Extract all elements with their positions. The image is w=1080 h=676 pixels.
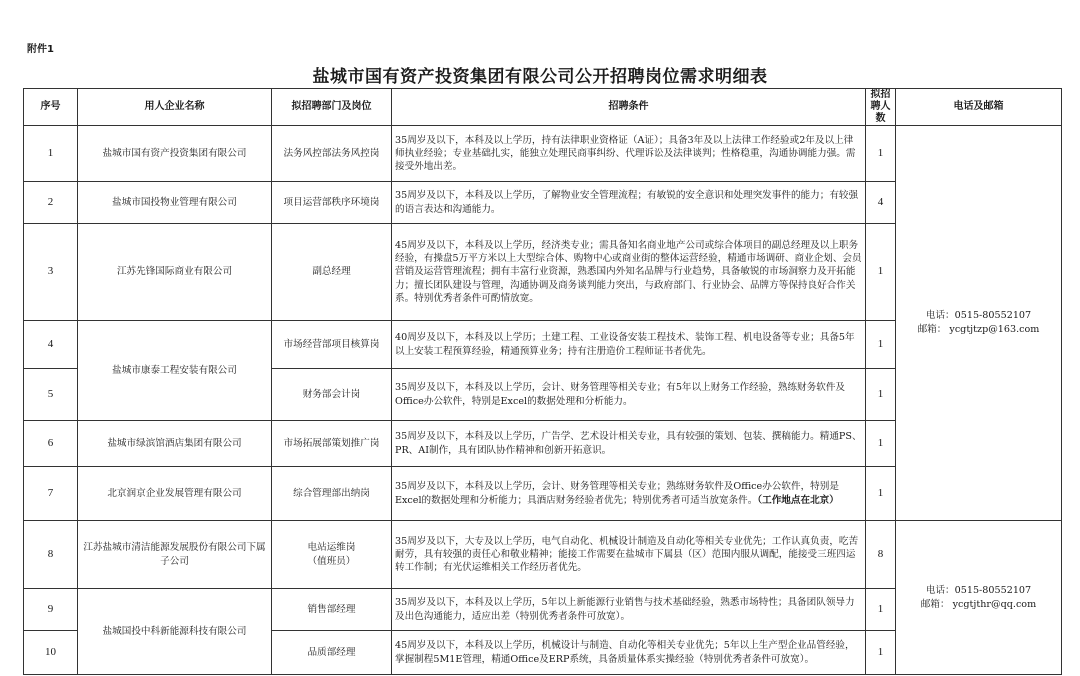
contact-cell-1	[896, 126, 1062, 521]
row-dept: 财务部会计岗	[272, 369, 392, 421]
row-company: 北京润京企业发展管理有限公司	[78, 467, 272, 521]
row-seq: 1	[24, 126, 78, 182]
row-company: 江苏盐城市清洁能源发展股份有限公司下属子公司	[78, 521, 272, 589]
row-dept: 项目运营部秩序环境岗	[272, 182, 392, 224]
row-requirements: 35周岁及以下，本科及以上学历，5年以上新能源行业销售与技术基础经验，熟悉市场特性；具备团队领导力及出色沟通能力，适应出差（特别优秀者条件可放宽）。	[392, 589, 866, 631]
row-requirements: 35周岁及以下，本科及以上学历，了解物业安全管理流程；有敏锐的安全意识和处理突发事件的能力；有较强的语言表达和沟通能力。	[392, 182, 866, 224]
table-row	[24, 521, 1062, 589]
row-company: 盐城市绿滨馆酒店集团有限公司	[78, 421, 272, 467]
row-seq: 2	[24, 182, 78, 224]
contact-cell-2	[896, 521, 1062, 675]
row-dept: 法务风控部法务风控岗	[272, 126, 392, 182]
header-dept: 拟招聘部门及岗位	[272, 89, 392, 126]
attachment-label: 附件1	[27, 44, 54, 55]
row-requirements: 35周岁及以下，本科及以上学历，广告学、艺术设计相关专业，具有较强的策划、包装、撰稿能力。精通PS、PR、AI制作，具有团队协作精神和创新开拓意识。	[392, 421, 866, 467]
row-count: 1	[866, 589, 896, 631]
header-count: 拟招聘人数	[866, 89, 896, 126]
header-seq: 序号	[24, 89, 78, 126]
row-company: 盐城国投中科新能源科技有限公司	[78, 589, 272, 675]
row-seq: 3	[24, 224, 78, 321]
row-count: 1	[866, 631, 896, 675]
row-seq: 6	[24, 421, 78, 467]
row-dept: 市场拓展部策划推广岗	[272, 421, 392, 467]
row-dept: 电站运维岗 （值班员）	[272, 521, 392, 589]
row-company: 江苏先锋国际商业有限公司	[78, 224, 272, 321]
table-row	[24, 126, 1062, 182]
row-requirements: 40周岁及以下，本科及以上学历；土建工程、工业设备安装工程技术、装饰工程、机电设备等专业；具备5年以上安装工程预算经验，精通预算业务；持有注册造价工程师证书者优先。	[392, 321, 866, 369]
row-count: 1	[866, 369, 896, 421]
header-company: 用人企业名称	[78, 89, 272, 126]
row-requirements: 45周岁及以下，本科及以上学历，机械设计与制造、自动化等相关专业优先；5年以上生产型企业品管经验，掌握制程5M1E管理，精通Office及ERP系统，具备质量体系实操经验（特别优秀者条件可放宽）。	[392, 631, 866, 675]
row-company: 盐城市国投物业管理有限公司	[78, 182, 272, 224]
row-seq: 7	[24, 467, 78, 521]
row-requirements: 35周岁及以下，大专及以上学历，电气自动化、机械设计制造及自动化等相关专业优先；工作认真负责，吃苦耐劳，具有较强的责任心和敬业精神；能接工作需要在盐城市下属县（区）范围内服从调配，能接受三班四运转工作制；有光伏运维相关工作经历者优先。	[392, 521, 866, 589]
row-requirements	[392, 467, 866, 521]
row-requirements: 35周岁及以下，本科及以上学历，持有法律职业资格证（A证）；具备3年及以上法律工作经验或2年及以上律师执业经验；专业基础扎实，能独立处理民商事纠纷、代理诉讼及法律谈判；性格稳重，沟通协调能力强。需接受外地出差。	[392, 126, 866, 182]
row-dept: 市场经营部项目核算岗	[272, 321, 392, 369]
contact-phone: 电话：0515-80552107	[925, 310, 1032, 321]
contact-email: 邮箱： ycgtjthr@qq.com	[920, 598, 1037, 610]
row-dept: 品质部经理	[272, 631, 392, 675]
row-count: 1	[866, 421, 896, 467]
table-header-row	[24, 89, 1062, 126]
row-count: 4	[866, 182, 896, 224]
header-requirements: 招聘条件	[392, 89, 866, 126]
work-location-note: （工作地点在北京）	[757, 494, 839, 506]
row-seq: 10	[24, 631, 78, 675]
row-count: 1	[866, 126, 896, 182]
row-dept: 副总经理	[272, 224, 392, 321]
row-seq: 9	[24, 589, 78, 631]
row-seq: 4	[24, 321, 78, 369]
requirements-text: 35周岁及以下，本科及以上学历，会计、财务管理等相关专业；熟练财务软件及Office办公软件，特别是Excel的数据处理和分析能力；具酒店财务经验者优先；特别优秀者可适当放宽条件。	[395, 481, 839, 506]
row-count: 1	[866, 321, 896, 369]
row-dept: 销售部经理	[272, 589, 392, 631]
row-requirements: 45周岁及以下，本科及以上学历，经济类专业；需具备知名商业地产公司或综合体项目的副总经理及以上职务经验，有操盘5万平方米以上大型综合体、购物中心或商业街的整体运营经验，精通市场调研、商业企划、会员营销及运营管理流程；拥有丰富行业资源，熟悉国内外知名品牌与行业趋势，具备敏锐的市场洞察力及开拓能力；擅长团队建设与管理，沟通协调及商务谈判能力突出，与政府部门、行业协会、品牌方等保持良好合作关系。特别优秀者条件可酌情放宽。	[392, 224, 866, 321]
recruitment-table	[23, 88, 1062, 675]
row-requirements: 35周岁及以下，本科及以上学历，会计、财务管理等相关专业；有5年以上财务工作经验，熟练财务软件及Office办公软件，特别是Excel的数据处理和分析能力。	[392, 369, 866, 421]
contact-email: 邮箱： ycgtjtzp@163.com	[917, 324, 1040, 335]
page-title: 盐城市国有资产投资集团有限公司公开招聘岗位需求明细表	[312, 67, 768, 87]
row-count: 8	[866, 521, 896, 589]
row-company: 盐城市国有资产投资集团有限公司	[78, 126, 272, 182]
row-seq: 5	[24, 369, 78, 421]
row-seq: 8	[24, 521, 78, 589]
row-dept: 综合管理部出纳岗	[272, 467, 392, 521]
contact-phone: 电话：0515-80552107	[925, 584, 1032, 596]
row-count: 1	[866, 224, 896, 321]
row-company: 盐城市康泰工程安装有限公司	[78, 321, 272, 421]
row-count: 1	[866, 467, 896, 521]
header-contact: 电话及邮箱	[896, 89, 1062, 126]
